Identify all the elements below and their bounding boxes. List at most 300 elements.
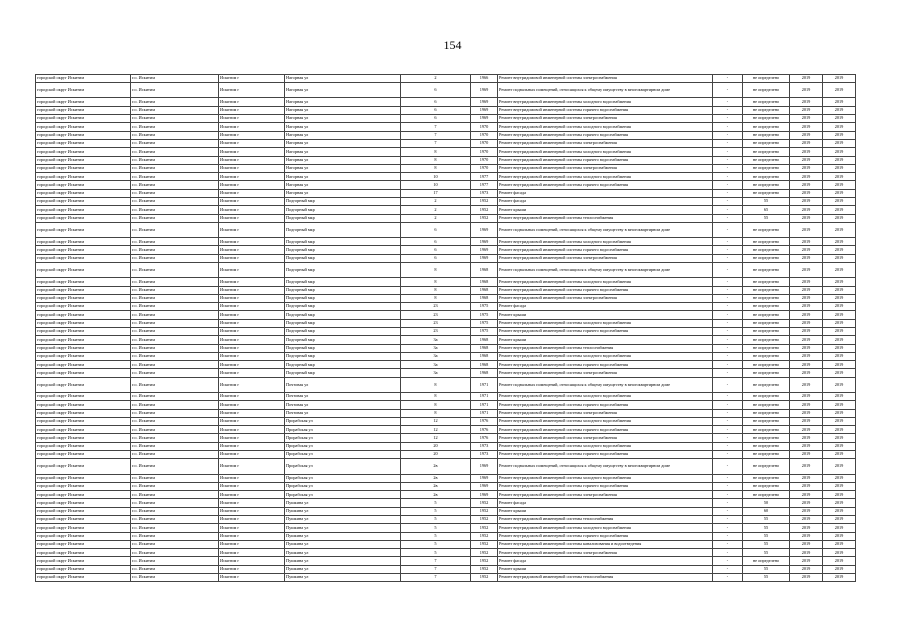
table-row	[36, 198, 856, 206]
house-number-cell: 8	[401, 294, 471, 302]
municipality-cell: г.о. Искитим	[131, 214, 219, 222]
district-cell: городской округ Искитим	[36, 131, 131, 139]
end-year-cell: 2019	[823, 532, 856, 540]
start-year-cell: 2019	[790, 377, 823, 392]
build-year-cell: 1969	[471, 246, 498, 254]
start-year-cell: 2019	[790, 459, 823, 474]
cost-cell: 55	[743, 549, 790, 557]
street-cell: Почтовая ул	[285, 377, 401, 392]
start-year-cell: 2019	[790, 344, 823, 352]
house-number-cell: 23	[401, 319, 471, 327]
work-type-cell: Ремонт внутридомовой инженерной системы электроснабжения	[498, 549, 713, 557]
table-row	[36, 361, 856, 369]
municipality-cell: г.о. Искитим	[131, 434, 219, 442]
build-year-cell: 1952	[471, 499, 498, 507]
district-cell: городской округ Искитим	[36, 327, 131, 335]
cost-cell: не определено	[743, 442, 790, 450]
build-year-cell: 1968	[471, 361, 498, 369]
cost-cell: не определено	[743, 409, 790, 417]
city-cell: Искитим г	[219, 311, 285, 319]
district-cell: городской округ Искитим	[36, 557, 131, 565]
table-row	[36, 123, 856, 131]
district-cell: городской округ Искитим	[36, 115, 131, 123]
build-year-cell: 1952	[471, 214, 498, 222]
house-number-cell: 2в	[401, 491, 471, 499]
table-row	[36, 238, 856, 246]
build-year-cell: 1952	[471, 549, 498, 557]
table-row	[36, 377, 856, 392]
district-cell: городской округ Искитим	[36, 401, 131, 409]
municipality-cell: г.о. Искитим	[131, 369, 219, 377]
start-year-cell: 2019	[790, 181, 823, 189]
city-cell: Искитим г	[219, 524, 285, 532]
street-cell: Прорабская ул	[285, 482, 401, 490]
street-cell: Прорабская ул	[285, 474, 401, 482]
house-number-cell: 10	[401, 173, 471, 181]
table-row	[36, 115, 856, 123]
municipality-cell: г.о. Искитим	[131, 451, 219, 459]
cost-cell: не определено	[743, 222, 790, 237]
street-cell: Подгорный мкр	[285, 286, 401, 294]
build-year-cell: 1952	[471, 565, 498, 573]
city-cell: Искитим г	[219, 181, 285, 189]
work-type-cell: Ремонт внутридомовой инженерной системы холодного водоснабжения	[498, 238, 713, 246]
start-year-cell: 2019	[790, 156, 823, 164]
street-cell: Нагорная ул	[285, 148, 401, 156]
municipality-cell: г.о. Искитим	[131, 401, 219, 409]
start-year-cell: 2019	[790, 507, 823, 515]
cost-cell: не определено	[743, 278, 790, 286]
end-year-cell: 2019	[823, 181, 856, 189]
cost-cell: не определено	[743, 139, 790, 147]
end-year-cell: 2019	[823, 115, 856, 123]
municipality-cell: г.о. Искитим	[131, 474, 219, 482]
city-cell: Искитим г	[219, 392, 285, 400]
start-year-cell: 2019	[790, 392, 823, 400]
cost-cell: не определено	[743, 98, 790, 106]
district-cell: городской округ Искитим	[36, 83, 131, 98]
work-type-cell: Ремонт подвальных помещений, относящихся к общему имуществу в многоквартирном доме	[498, 459, 713, 474]
start-year-cell: 2019	[790, 451, 823, 459]
table-row	[36, 426, 856, 434]
street-cell: Подгорный мкр	[285, 336, 401, 344]
street-cell: Нагорная ул	[285, 189, 401, 197]
district-cell: городской округ Искитим	[36, 344, 131, 352]
municipality-cell: г.о. Искитим	[131, 524, 219, 532]
city-cell: Искитим г	[219, 278, 285, 286]
house-number-cell: 8	[401, 278, 471, 286]
street-cell: Пушкина ул	[285, 574, 401, 582]
table-row	[36, 139, 856, 147]
municipality-cell: г.о. Искитим	[131, 181, 219, 189]
work-type-cell: Ремонт внутридомовой инженерной системы горячего водоснабжения	[498, 286, 713, 294]
district-cell: городской округ Искитим	[36, 482, 131, 490]
build-year-cell: 1952	[471, 206, 498, 214]
table-row	[36, 181, 856, 189]
end-year-cell: 2019	[823, 303, 856, 311]
start-year-cell: 2019	[790, 532, 823, 540]
street-cell: Пушкина ул	[285, 532, 401, 540]
district-cell: городской округ Искитим	[36, 491, 131, 499]
start-year-cell: 2019	[790, 474, 823, 482]
work-type-cell: Ремонт внутридомовой инженерной системы холодного водоснабжения	[498, 352, 713, 360]
work-type-cell: Ремонт внутридомовой инженерной системы канализования и водоотведения	[498, 540, 713, 548]
cost-cell: не определено	[743, 181, 790, 189]
municipality-cell: г.о. Искитим	[131, 311, 219, 319]
district-cell: городской округ Искитим	[36, 254, 131, 262]
build-year-cell: 1969	[471, 222, 498, 237]
start-year-cell: 2019	[790, 278, 823, 286]
table-row	[36, 286, 856, 294]
district-cell: городской округ Искитим	[36, 206, 131, 214]
end-year-cell: 2019	[823, 524, 856, 532]
work-type-cell: Ремонт внутридомовой инженерной системы электроснабжения	[498, 254, 713, 262]
city-cell: Искитим г	[219, 540, 285, 548]
municipality-cell: г.о. Искитим	[131, 344, 219, 352]
work-type-cell: Ремонт внутридомовой инженерной системы электроснабжения	[498, 75, 713, 83]
end-year-cell: 2019	[823, 426, 856, 434]
work-type-cell: Ремонт внутридомовой инженерной системы электроснабжения	[498, 115, 713, 123]
municipality-cell: г.о. Искитим	[131, 491, 219, 499]
house-number-cell: 5	[401, 524, 471, 532]
cost-cell: не определено	[743, 286, 790, 294]
street-cell: Подгорный мкр	[285, 222, 401, 237]
house-number-cell: 3а	[401, 352, 471, 360]
build-year-cell: 1975	[471, 319, 498, 327]
house-number-cell: 6	[401, 115, 471, 123]
city-cell: Искитим г	[219, 238, 285, 246]
table-row	[36, 532, 856, 540]
dash-cell: -	[713, 352, 743, 360]
city-cell: Искитим г	[219, 507, 285, 515]
build-year-cell: 1977	[471, 173, 498, 181]
end-year-cell: 2019	[823, 409, 856, 417]
district-cell: городской округ Искитим	[36, 75, 131, 83]
district-cell: городской округ Искитим	[36, 222, 131, 237]
municipality-cell: г.о. Искитим	[131, 352, 219, 360]
work-type-cell: Ремонт фасада	[498, 557, 713, 565]
municipality-cell: г.о. Искитим	[131, 409, 219, 417]
district-cell: городской округ Искитим	[36, 516, 131, 524]
house-number-cell: 2	[401, 75, 471, 83]
house-number-cell: 3а	[401, 336, 471, 344]
cost-cell: не определено	[743, 434, 790, 442]
build-year-cell: 1975	[471, 311, 498, 319]
table-row	[36, 491, 856, 499]
table-row	[36, 263, 856, 278]
dash-cell: -	[713, 392, 743, 400]
start-year-cell: 2019	[790, 98, 823, 106]
build-year-cell: 1968	[471, 352, 498, 360]
dash-cell: -	[713, 369, 743, 377]
table-body	[36, 75, 856, 582]
work-type-cell: Ремонт крыши	[498, 311, 713, 319]
table-row	[36, 524, 856, 532]
house-number-cell: 6	[401, 83, 471, 98]
municipality-cell: г.о. Искитим	[131, 557, 219, 565]
build-year-cell: 1969	[471, 491, 498, 499]
work-type-cell: Ремонт внутридомовой инженерной системы холодного водоснабжения	[498, 524, 713, 532]
house-number-cell: 12	[401, 417, 471, 425]
city-cell: Искитим г	[219, 246, 285, 254]
street-cell: Нагорная ул	[285, 98, 401, 106]
dash-cell: -	[713, 401, 743, 409]
house-number-cell: 6	[401, 238, 471, 246]
table-row	[36, 417, 856, 425]
build-year-cell: 1952	[471, 574, 498, 582]
work-type-cell: Ремонт крыши	[498, 565, 713, 573]
dash-cell: -	[713, 442, 743, 450]
city-cell: Искитим г	[219, 426, 285, 434]
dash-cell: -	[713, 377, 743, 392]
end-year-cell: 2019	[823, 557, 856, 565]
street-cell: Прорабская ул	[285, 442, 401, 450]
table-row	[36, 311, 856, 319]
work-type-cell: Ремонт внутридомовой инженерной системы теплоснабжения	[498, 344, 713, 352]
district-cell: городской округ Искитим	[36, 499, 131, 507]
municipality-cell: г.о. Искитим	[131, 327, 219, 335]
work-type-cell: Ремонт внутридомовой инженерной системы электроснабжения	[498, 164, 713, 172]
table-row	[36, 156, 856, 164]
district-cell: городской округ Искитим	[36, 214, 131, 222]
house-number-cell: 10	[401, 181, 471, 189]
work-type-cell: Ремонт внутридомовой инженерной системы теплоснабжения	[498, 516, 713, 524]
end-year-cell: 2019	[823, 369, 856, 377]
district-cell: городской округ Искитим	[36, 263, 131, 278]
city-cell: Искитим г	[219, 549, 285, 557]
start-year-cell: 2019	[790, 499, 823, 507]
end-year-cell: 2019	[823, 139, 856, 147]
start-year-cell: 2019	[790, 115, 823, 123]
build-year-cell: 1952	[471, 507, 498, 515]
dash-cell: -	[713, 549, 743, 557]
municipality-cell: г.о. Искитим	[131, 173, 219, 181]
cost-cell: не определено	[743, 106, 790, 114]
cost-cell: не определено	[743, 303, 790, 311]
city-cell: Искитим г	[219, 98, 285, 106]
dash-cell: -	[713, 540, 743, 548]
dash-cell: -	[713, 459, 743, 474]
dash-cell: -	[713, 115, 743, 123]
build-year-cell: 1970	[471, 131, 498, 139]
table-row	[36, 83, 856, 98]
work-type-cell: Ремонт внутридомовой инженерной системы горячего водоснабжения	[498, 426, 713, 434]
city-cell: Искитим г	[219, 83, 285, 98]
district-cell: городской округ Искитим	[36, 164, 131, 172]
cost-cell: не определено	[743, 263, 790, 278]
work-type-cell: Ремонт подвальных помещений, относящихся к общему имуществу в многоквартирном доме	[498, 377, 713, 392]
house-number-cell: 5	[401, 516, 471, 524]
table-row	[36, 409, 856, 417]
end-year-cell: 2019	[823, 565, 856, 573]
work-type-cell: Ремонт внутридомовой инженерной системы холодного водоснабжения	[498, 442, 713, 450]
municipality-cell: г.о. Искитим	[131, 499, 219, 507]
dash-cell: -	[713, 173, 743, 181]
build-year-cell: 1968	[471, 336, 498, 344]
work-type-cell: Ремонт крыши	[498, 206, 713, 214]
end-year-cell: 2019	[823, 123, 856, 131]
dash-cell: -	[713, 286, 743, 294]
cost-cell: не определено	[743, 482, 790, 490]
cost-cell: не определено	[743, 336, 790, 344]
table-row	[36, 75, 856, 83]
cost-cell: не определено	[743, 319, 790, 327]
dash-cell: -	[713, 516, 743, 524]
dash-cell: -	[713, 246, 743, 254]
dash-cell: -	[713, 532, 743, 540]
build-year-cell: 1968	[471, 294, 498, 302]
house-number-cell: 23	[401, 327, 471, 335]
work-type-cell: Ремонт фасада	[498, 198, 713, 206]
street-cell: Подгорный мкр	[285, 352, 401, 360]
end-year-cell: 2019	[823, 336, 856, 344]
district-cell: городской округ Искитим	[36, 426, 131, 434]
start-year-cell: 2019	[790, 565, 823, 573]
work-type-cell: Ремонт внутридомовой инженерной системы электроснабжения	[498, 294, 713, 302]
table-row	[36, 319, 856, 327]
end-year-cell: 2019	[823, 482, 856, 490]
house-number-cell: 7	[401, 123, 471, 131]
start-year-cell: 2019	[790, 524, 823, 532]
district-cell: городской округ Искитим	[36, 540, 131, 548]
house-number-cell: 2в	[401, 474, 471, 482]
city-cell: Искитим г	[219, 352, 285, 360]
city-cell: Искитим г	[219, 361, 285, 369]
start-year-cell: 2019	[790, 557, 823, 565]
house-number-cell: 8	[401, 377, 471, 392]
city-cell: Искитим г	[219, 263, 285, 278]
city-cell: Искитим г	[219, 369, 285, 377]
dash-cell: -	[713, 409, 743, 417]
start-year-cell: 2019	[790, 254, 823, 262]
district-cell: городской округ Искитим	[36, 565, 131, 573]
street-cell: Почтовая ул	[285, 401, 401, 409]
street-cell: Почтовая ул	[285, 409, 401, 417]
street-cell: Подгорный мкр	[285, 278, 401, 286]
end-year-cell: 2019	[823, 499, 856, 507]
street-cell: Нагорная ул	[285, 123, 401, 131]
start-year-cell: 2019	[790, 361, 823, 369]
build-year-cell: 1973	[471, 442, 498, 450]
district-cell: городской округ Искитим	[36, 319, 131, 327]
table-row	[36, 540, 856, 548]
cost-cell: не определено	[743, 392, 790, 400]
street-cell: Нагорная ул	[285, 164, 401, 172]
dash-cell: -	[713, 574, 743, 582]
municipality-cell: г.о. Искитим	[131, 540, 219, 548]
house-number-cell: 5	[401, 499, 471, 507]
cost-cell: не определено	[743, 173, 790, 181]
build-year-cell: 1969	[471, 115, 498, 123]
cost-cell: не определено	[743, 115, 790, 123]
work-type-cell: Ремонт внутридомовой инженерной системы холодного водоснабжения	[498, 319, 713, 327]
start-year-cell: 2019	[790, 369, 823, 377]
street-cell: Нагорная ул	[285, 106, 401, 114]
dash-cell: -	[713, 139, 743, 147]
build-year-cell: 1952	[471, 516, 498, 524]
end-year-cell: 2019	[823, 238, 856, 246]
city-cell: Искитим г	[219, 214, 285, 222]
street-cell: Подгорный мкр	[285, 369, 401, 377]
work-type-cell: Ремонт внутридомовой инженерной системы холодного водоснабжения	[498, 474, 713, 482]
district-cell: городской округ Искитим	[36, 459, 131, 474]
municipality-cell: г.о. Искитим	[131, 222, 219, 237]
municipality-cell: г.о. Искитим	[131, 392, 219, 400]
municipality-cell: г.о. Искитим	[131, 507, 219, 515]
cost-cell: не определено	[743, 361, 790, 369]
end-year-cell: 2019	[823, 106, 856, 114]
house-number-cell: 6	[401, 106, 471, 114]
district-cell: городской округ Искитим	[36, 286, 131, 294]
build-year-cell: 1968	[471, 263, 498, 278]
dash-cell: -	[713, 327, 743, 335]
dash-cell: -	[713, 106, 743, 114]
dash-cell: -	[713, 565, 743, 573]
table-row	[36, 164, 856, 172]
table-row	[36, 482, 856, 490]
dash-cell: -	[713, 198, 743, 206]
work-type-cell: Ремонт подвальных помещений, относящихся к общему имуществу в многоквартирном доме	[498, 222, 713, 237]
municipality-cell: г.о. Искитим	[131, 164, 219, 172]
cost-cell: не определено	[743, 238, 790, 246]
work-type-cell: Ремонт внутридомовой инженерной системы горячего водоснабжения	[498, 246, 713, 254]
work-type-cell: Ремонт внутридомовой инженерной системы холодного водоснабжения	[498, 123, 713, 131]
build-year-cell: 1970	[471, 139, 498, 147]
dash-cell: -	[713, 238, 743, 246]
table-row	[36, 206, 856, 214]
cost-cell: 50	[743, 499, 790, 507]
city-cell: Искитим г	[219, 327, 285, 335]
end-year-cell: 2019	[823, 451, 856, 459]
start-year-cell: 2019	[790, 516, 823, 524]
work-type-cell: Ремонт внутридомовой инженерной системы горячего водоснабжения	[498, 401, 713, 409]
cost-cell: 55	[743, 516, 790, 524]
municipality-cell: г.о. Искитим	[131, 417, 219, 425]
cost-cell: не определено	[743, 344, 790, 352]
build-year-cell: 1970	[471, 123, 498, 131]
cost-cell: не определено	[743, 246, 790, 254]
build-year-cell: 1952	[471, 557, 498, 565]
municipality-cell: г.о. Искитим	[131, 98, 219, 106]
start-year-cell: 2019	[790, 401, 823, 409]
house-number-cell: 2	[401, 206, 471, 214]
start-year-cell: 2019	[790, 139, 823, 147]
start-year-cell: 2019	[790, 148, 823, 156]
district-cell: городской округ Искитим	[36, 311, 131, 319]
start-year-cell: 2019	[790, 198, 823, 206]
work-type-cell: Ремонт внутридомовой инженерной системы горячего водоснабжения	[498, 106, 713, 114]
house-number-cell: 6	[401, 254, 471, 262]
table-row	[36, 246, 856, 254]
municipality-cell: г.о. Искитим	[131, 83, 219, 98]
end-year-cell: 2019	[823, 131, 856, 139]
city-cell: Искитим г	[219, 574, 285, 582]
district-cell: городской округ Искитим	[36, 246, 131, 254]
cost-cell: не определено	[743, 254, 790, 262]
house-number-cell: 8	[401, 409, 471, 417]
work-type-cell: Ремонт подвальных помещений, относящихся к общему имуществу в многоквартирном доме	[498, 263, 713, 278]
build-year-cell: 1969	[471, 482, 498, 490]
build-year-cell: 1975	[471, 327, 498, 335]
city-cell: Искитим г	[219, 206, 285, 214]
municipality-cell: г.о. Искитим	[131, 319, 219, 327]
house-number-cell: 2в	[401, 459, 471, 474]
municipality-cell: г.о. Искитим	[131, 115, 219, 123]
work-type-cell: Ремонт внутридомовой инженерной системы горячего водоснабжения	[498, 451, 713, 459]
street-cell: Прорабская ул	[285, 426, 401, 434]
street-cell: Пушкина ул	[285, 499, 401, 507]
start-year-cell: 2019	[790, 131, 823, 139]
